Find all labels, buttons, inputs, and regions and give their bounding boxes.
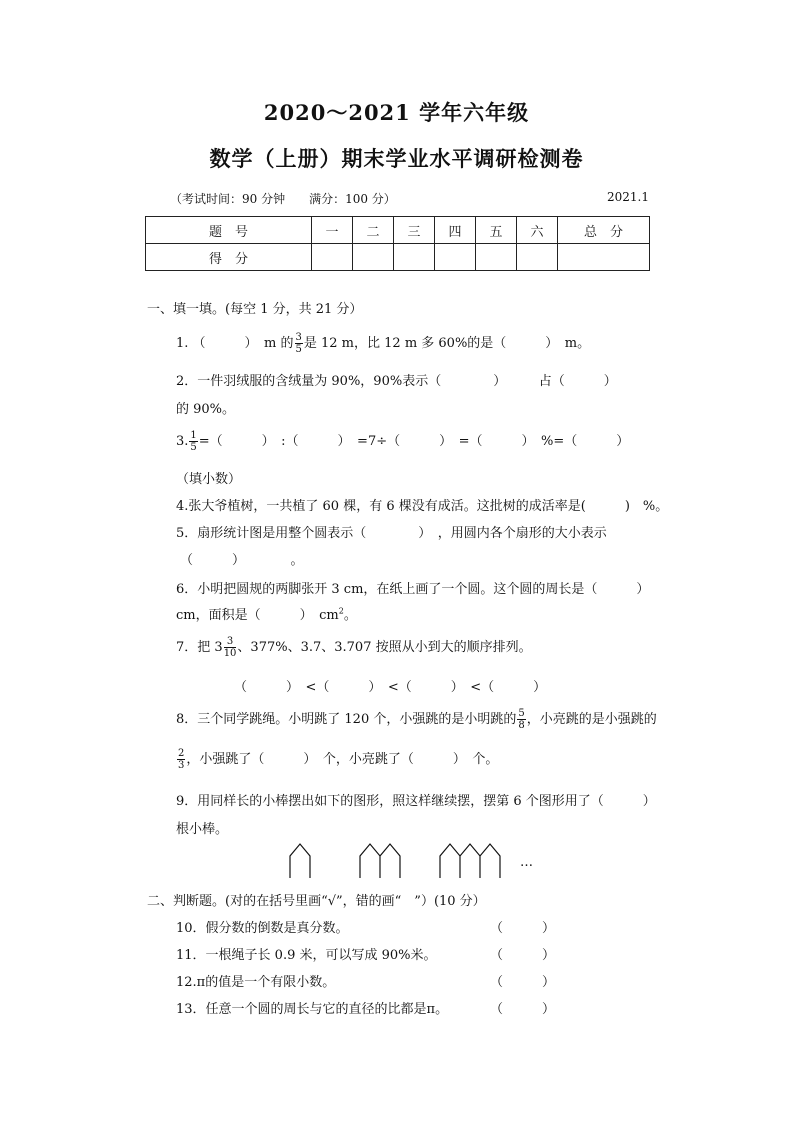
score-blank[interactable] — [517, 244, 558, 271]
section2-heading: 二、判断题。(对的在括号里画“√”，错的画“ ”）(10 分） — [147, 894, 486, 909]
score-blank[interactable] — [558, 244, 650, 271]
question-13: 13．任意一个圆的周长与它的直径的比都是π。 — [176, 1002, 449, 1017]
question-9-line2: 根小棒。 — [176, 822, 229, 837]
question-1: 1. （ ） m 的 $\frac{3}{5}$ 是 12 m，比 12 m 多 60%的是（ ） m。 — [176, 332, 591, 355]
score-cell: 二 — [353, 217, 394, 244]
answer-blank[interactable]: （ ） — [490, 975, 556, 990]
score-blank[interactable] — [312, 244, 353, 271]
question-2-line2: 的 90%。 — [176, 402, 236, 417]
stick-figure-2 — [360, 844, 400, 878]
answer-blank[interactable]: （ ） — [490, 1002, 556, 1017]
page-title-line1: 2020～2021 学年六年级 — [263, 100, 530, 125]
question-6-line2: cm，面积是（ ） $cm^2$。 — [176, 606, 357, 623]
question-11: 11．一根绳子长 0.9 米，可以写成 90%米。 — [176, 948, 437, 963]
score-cell: 一 — [312, 217, 353, 244]
question-12: 12.π的值是一个有限小数。 — [176, 975, 336, 990]
score-blank[interactable] — [476, 244, 517, 271]
question-6-line1: 6．小明把圆规的两脚张开 3 cm，在纸上画了一个圆。这个圆的周长是（ ） — [176, 582, 650, 597]
score-table — [145, 216, 650, 271]
question-3: 3. $\frac{1}{5}$ =（ ） :（ ） =7÷（ ） =（ ） %=（ ） — [176, 430, 630, 453]
answer-blank[interactable]: （ ） — [490, 948, 556, 963]
section1-heading: 一、填一填。(每空 1 分，共 21 分） — [147, 302, 363, 317]
question-8-line1: 8．三个同学跳绳。小明跳了 120 个，小强跳的是小明跳的 $\frac{5}{8}$ ，小亮跳的是小强跳的 — [176, 708, 657, 731]
question-8-line2: $\frac{2}{3}$ ，小强跳了（ ） 个，小亮跳了（ ） 个。 — [178, 748, 499, 771]
question-4: 4.张大爷植树，一共植了 60 棵，有 6 棵没有成活。这批树的成活率是( ) %。 — [176, 499, 669, 514]
stick-figure-3 — [440, 844, 500, 878]
score-table-score-row — [146, 244, 650, 271]
question-9-line1: 9．用同样长的小棒摆出如下的图形，照这样继续摆，摆第 6 个图形用了（ ） — [176, 794, 656, 809]
score-cell: 总 分 — [558, 217, 650, 244]
question-5-line2: （ ） 。 — [180, 553, 304, 568]
stick-figures-diagram — [285, 840, 545, 880]
question-5-line1: 5．扇形统计图是用整个圆表示（ ） ，用圆内各个扇形的大小表示 — [176, 526, 607, 541]
score-cell: 题 号 — [146, 217, 312, 244]
fraction: $\frac{3}{10}$ — [223, 636, 237, 659]
score-cell: 五 — [476, 217, 517, 244]
page-title-line2: 数学（上册）期末学业水平调研检测卷 — [209, 146, 584, 171]
fraction: $\frac{1}{5}$ — [190, 430, 197, 453]
stick-figure-1 — [290, 844, 310, 878]
fraction: $\frac{3}{5}$ — [295, 332, 302, 355]
figures-ellipsis: … — [520, 855, 533, 870]
score-cell: 三 — [394, 217, 435, 244]
fraction: $\frac{5}{8}$ — [518, 708, 525, 731]
answer-blank[interactable]: （ ） — [490, 921, 556, 936]
question-2-line1: 2．一件羽绒服的含绒量为 90%，90%表示（ ） 占（ ） — [176, 374, 617, 389]
score-blank[interactable] — [394, 244, 435, 271]
score-cell: 四 — [435, 217, 476, 244]
question-7-answer-line: （ ） <（ ） <（ ） <（ ） — [234, 680, 547, 695]
fraction: $\frac{2}{3}$ — [178, 748, 185, 771]
score-cell: 得 分 — [146, 244, 312, 271]
question-10: 10．假分数的倒数是真分数。 — [176, 921, 349, 936]
question-7: 7．把 3 $\frac{3}{10}$ 、377%、3.7、3.707 按照从小到大的顺序排列。 — [176, 636, 532, 659]
score-blank[interactable] — [353, 244, 394, 271]
score-cell: 六 — [517, 217, 558, 244]
exam-date: 2021.1 — [607, 190, 649, 204]
score-blank[interactable] — [435, 244, 476, 271]
question-3-note: （填小数） — [176, 472, 242, 487]
score-table-header-row — [146, 217, 650, 244]
exam-info: （考试时间：90 分钟 满分：100 分） — [170, 192, 396, 206]
